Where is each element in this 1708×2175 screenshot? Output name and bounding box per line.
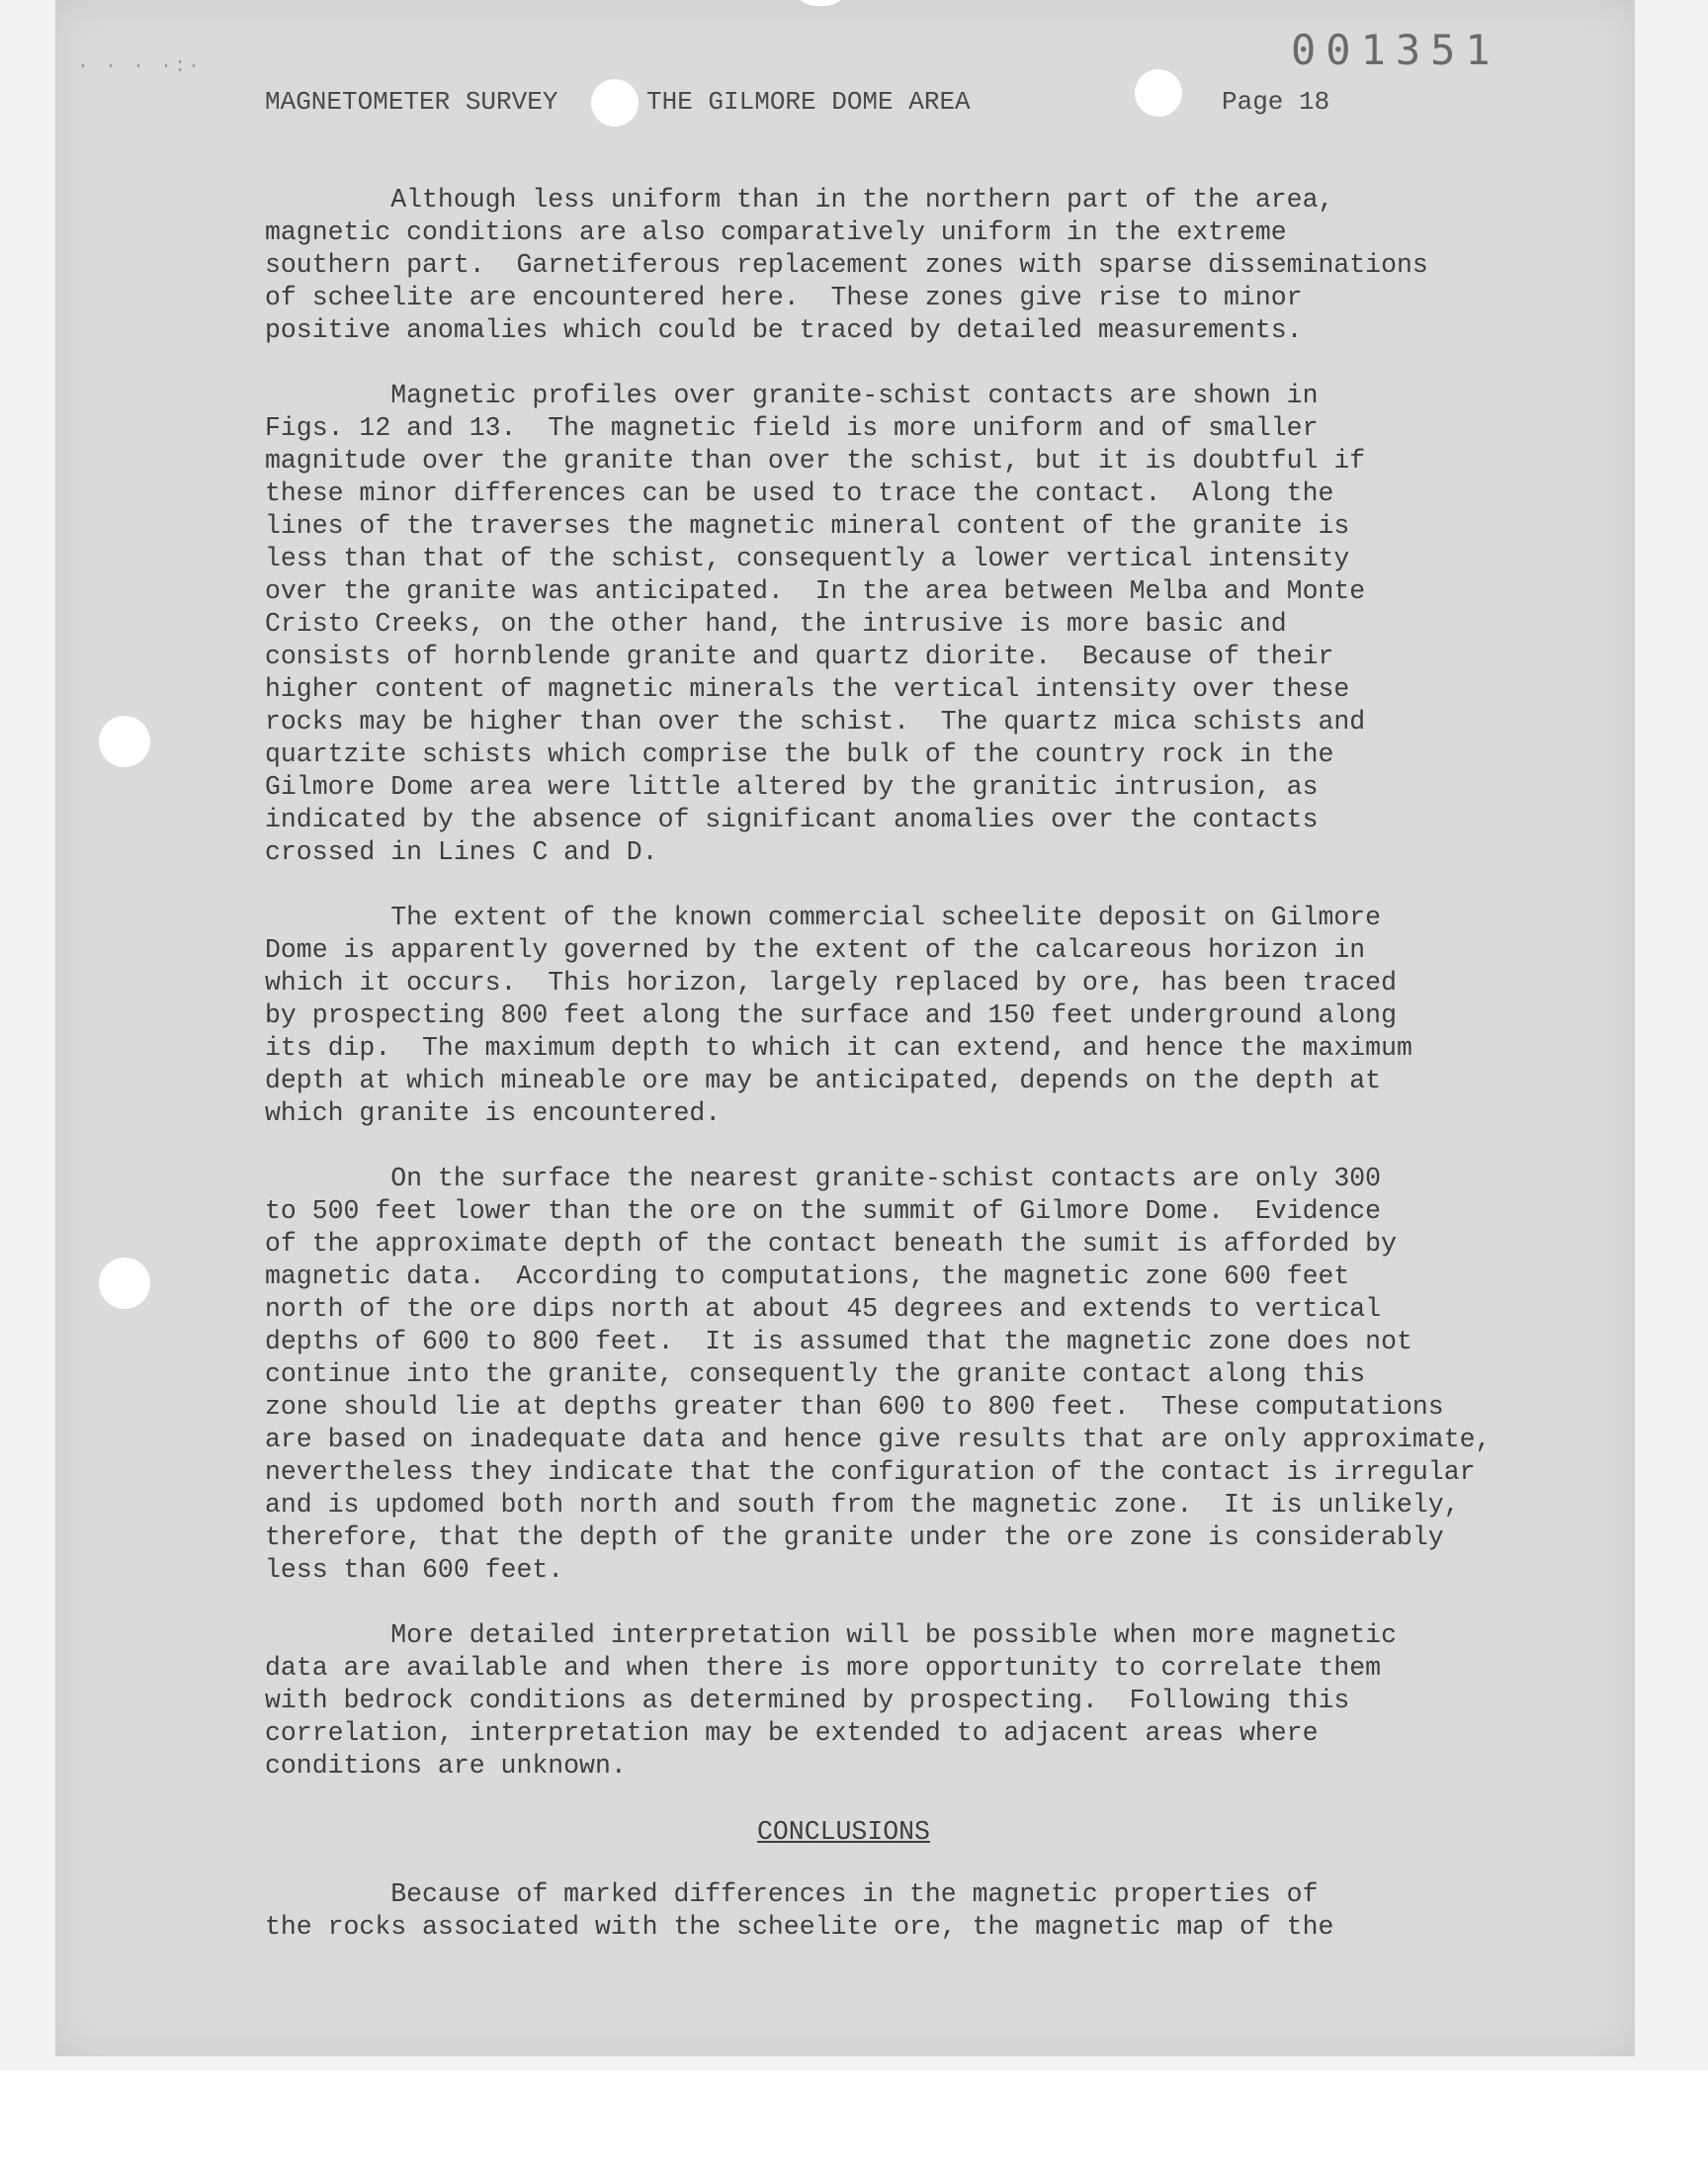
page-bottom-margin (0, 2070, 1708, 2175)
paragraph-conclusions: Because of marked differences in the magnetic properties of the rocks associated with the scheelite ore, the magnetic map of the (265, 1879, 1334, 1942)
punch-hole-lower (99, 1258, 150, 1309)
conclusions-heading: CONCLUSIONS (757, 1817, 930, 1847)
header-title: THE GILMORE DOME AREA (646, 87, 971, 117)
punch-hole-header-left (591, 79, 639, 127)
paragraph-contact-depth: On the surface the nearest granite-schist contacts are only 300 to 500 feet lower than the ore on the summit of Gilmore Dome. Evidence of the approximate depth of the contact beneath the sumit is afforded by magnetic data. According to computations, the magnetic zone 600 feet north of the ore dips north at about 45 degrees and extends to vertical depths of 600 to 800 feet. It is assumed that the magnetic zone does not continue into the granite, consequently the granite contact along this zone should lie at depths greater than 600 to 800 feet. These computations are based on inadequate data and hence give results that are only approximate, nevertheless they indicate that the configuration of the contact is irregular and is updomed both north and south from the magnetic zone. It is unlikely, therefore, that the depth of the granite under the ore zone is considerably less than 600 feet. (265, 1164, 1492, 1585)
paragraph-detailed-interpretation: More detailed interpretation will be possible when more magnetic data are available and when there is more opportunity to correlate them with bedrock conditions as determined by prospecting. Following this correlation, interpretation may be extended to adjacent areas where conditions are unknown. (265, 1620, 1397, 1781)
document-number-stamp: 001351 (1291, 26, 1500, 74)
punch-hole-upper (99, 716, 150, 767)
paragraph-granite-schist-contacts: Magnetic profiles over granite-schist contacts are shown in Figs. 12 and 13. The magnetic field is more uniform and of smaller magnitude over the granite than over the schist, but it is doubtful if these minor differences can be used to trace the contact. Along the lines of the traverses the magnetic mineral content of the granite is less than that of the schist, consequently a lower vertical intensity over the granite was anticipated. In the area between Melba and Monte Cristo Creeks, on the other hand, the intrusive is more basic and consists of hornblende granite and quartz diorite. Because of their higher content of magnetic minerals the vertical intensity over these rocks may be higher than over the schist. The quartz mica schists and quartzite schists which comprise the bulk of the country rock in the Gilmore Dome area were little altered by the granitic intrusion, as indicated by the absence of significant anomalies over the contacts crossed in Lines C and D. (265, 381, 1366, 867)
page-number: Page 18 (1222, 87, 1330, 117)
paragraph-scheelite-deposit: The extent of the known commercial scheelite deposit on Gilmore Dome is apparently governed by the extent of the calcareous horizon in which it occurs. This horizon, largely replaced by ore, has been traced by prospecting 800 feet along the surface and 150 feet underground along its dip. The maximum depth to which it can extend, and hence the maximum depth at which mineable ore may be anticipated, depends on the depth at which granite is encountered. (265, 903, 1412, 1128)
speck-marks: · · · ·:· (77, 55, 203, 78)
punch-hole-header-right (1135, 69, 1182, 117)
header-survey-label: MAGNETOMETER SURVEY (265, 87, 558, 117)
paragraph-southern-part: Although less uniform than in the northern part of the area, magnetic conditions are also comparatively uniform in the extreme southern part. Garnetiferous replacement zones with sparse disseminations of scheelite are encountered here. These zones give rise to minor positive anomalies which could be traced by detailed measurements. (265, 185, 1428, 345)
